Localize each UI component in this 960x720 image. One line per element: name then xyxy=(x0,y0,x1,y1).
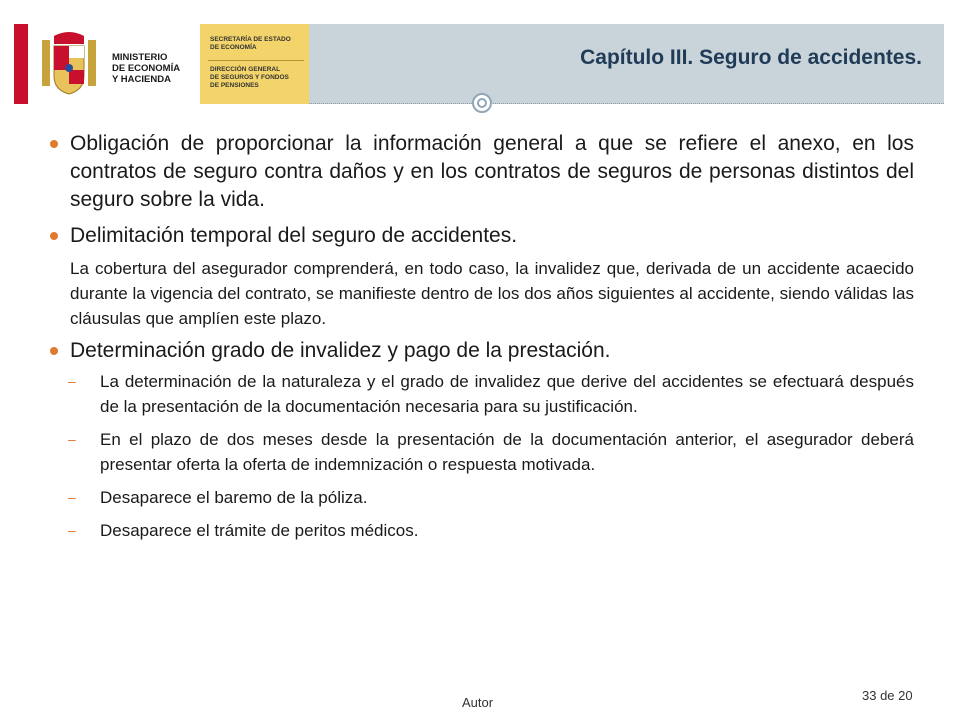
slide-title: Capítulo III. Seguro de accidentes. xyxy=(580,46,922,69)
sub-item xyxy=(48,427,914,477)
sub-item-text: La determinación de la naturaleza y el grado de invalidez que derive del accidentes se efectuará después de la presentación de la documentación necesaria para su justificación. xyxy=(100,372,914,416)
sub-item-text: En el plazo de dos meses desde la presentación de la documentación anterior, el asegurador deberá presentar oferta la oferta de indemnización o respuesta motivada. xyxy=(100,430,914,474)
bullet-text: Obligación de proporcionar la información general a que se refiere el anexo, en los contratos de seguro contra daños y en los contratos de seguros de personas distintos del seguro sobre la vida. xyxy=(70,132,914,211)
sub-item xyxy=(48,518,914,543)
direccion-line: DE SEGUROS Y FONDOS xyxy=(210,74,289,81)
direccion-line: DIRECCIÓN GENERAL xyxy=(210,66,281,73)
secretaria-line: DE ECONOMÍA xyxy=(210,44,257,51)
ministry-line: MINISTERIO xyxy=(112,52,168,63)
flag-stripe xyxy=(14,24,28,104)
sub-item xyxy=(48,485,914,510)
direccion-label xyxy=(210,66,289,90)
ministry-name xyxy=(112,52,180,85)
page-number: 33 de 20 xyxy=(862,688,913,703)
secretaria-label xyxy=(210,36,291,52)
title-divider xyxy=(309,103,944,104)
sub-item xyxy=(48,369,914,419)
dash-icon: – xyxy=(68,373,76,389)
list-item xyxy=(48,222,914,250)
dash-icon: – xyxy=(68,522,76,538)
list-item xyxy=(48,130,914,214)
sub-item-text: Desaparece el trámite de peritos médicos. xyxy=(100,521,419,540)
sub-item-text: Desaparece el baremo de la póliza. xyxy=(100,488,368,507)
footer-author: Autor xyxy=(462,695,494,710)
ministry-line: DE ECONOMÍA xyxy=(112,63,181,74)
dash-icon: – xyxy=(68,489,76,505)
bullet-dot-icon xyxy=(50,140,58,148)
dash-icon: – xyxy=(68,431,76,447)
coat-of-arms-icon xyxy=(38,30,100,98)
coverage-paragraph: La cobertura del asegurador comprenderá, en todo caso, la invalidez que, derivada de un accidente acaecido durante la vigencia del contrato, se manifieste dentro de los dos años siguientes al accidente, siendo válidas las cláusulas que amplíen este plazo. xyxy=(70,259,914,328)
bullet-text: Determinación grado de invalidez y pago de la prestación. xyxy=(70,339,611,362)
logo-divider xyxy=(208,60,304,61)
ministry-line: Y HACIENDA xyxy=(112,74,171,85)
bullet-dot-icon xyxy=(50,232,58,240)
bullet-dot-icon xyxy=(50,347,58,355)
secretaria-line: SECRETARÍA DE ESTADO xyxy=(210,36,291,43)
slide-content xyxy=(48,130,914,543)
direccion-line: DE PENSIONES xyxy=(210,82,259,89)
bullet-text: Delimitación temporal del seguro de accidentes. xyxy=(70,224,518,247)
ring-icon xyxy=(472,93,492,113)
list-item xyxy=(48,337,914,365)
